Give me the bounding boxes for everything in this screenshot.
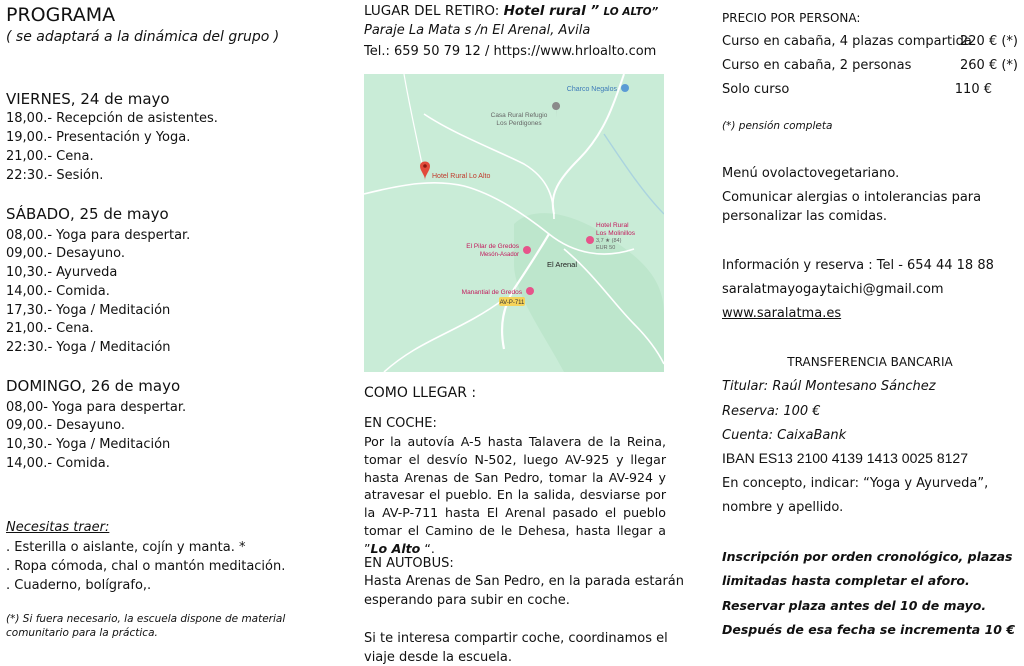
- program-title: PROGRAMA: [6, 4, 116, 26]
- signup-line2: limitadas hasta completar el aforo.: [722, 573, 970, 588]
- venue-label: LUGAR DEL RETIRO:: [364, 3, 500, 19]
- location-map[interactable]: [364, 74, 664, 372]
- restaurant-pin-icon[interactable]: [523, 246, 531, 254]
- map-label-molinillos-line3: 3,7 ★ (84): [596, 238, 622, 244]
- car-text-bold: Lo Alto: [370, 540, 421, 556]
- menu-note: Menú ovolactovegetariano.: [722, 166, 900, 181]
- schedule-item: 10,30.- Ayurveda: [6, 265, 118, 280]
- price-value: 110 €: [954, 82, 992, 97]
- price-title: PRECIO POR PERSONA:: [722, 11, 861, 25]
- bring-title: Necesitas traer:: [6, 520, 110, 535]
- hotel-molinillos-pin-icon[interactable]: [586, 236, 594, 244]
- price-value: 220 € (*): [960, 34, 1018, 49]
- road-label: AV-P-711: [499, 300, 525, 306]
- venue-address: Paraje La Mata s /n El Arenal, Avila: [364, 23, 591, 38]
- bank-account: Cuenta: CaixaBank: [722, 428, 847, 443]
- map-label-hotel-lo-alto: Hotel Rural Lo Alto: [432, 173, 491, 180]
- map-canvas: [364, 74, 664, 372]
- schedule-item: 14,00.- Comida.: [6, 456, 110, 471]
- bank-deposit: Reserva: 100 €: [722, 404, 821, 419]
- bring-item: . Cuaderno, bolígrafo,.: [6, 578, 152, 593]
- map-label-manantial: Manantial de Gredos: [461, 289, 522, 296]
- bring-item: . Esterilla o aislante, cojín y manta. *: [6, 540, 246, 555]
- venue-column: [364, 0, 684, 666]
- info-phone: Información y reserva : Tel - 654 44 18 88: [722, 258, 994, 273]
- schedule-item: 18,00.- Recepción de asistentes.: [6, 111, 218, 126]
- program-column: [6, 0, 326, 666]
- map-label-pilar-line2: Mesón-Asador: [479, 252, 519, 258]
- day-sunday: DOMINGO, 26 de mayo: [6, 377, 181, 395]
- bus-line1: Hasta Arenas de San Pedro, en la parada estarán: [364, 574, 684, 589]
- schedule-item: 19,00.- Presentación y Yoga.: [6, 130, 191, 145]
- website-link[interactable]: www.saralatma.es: [722, 306, 842, 321]
- map-label-arenal: El Arenal: [547, 260, 578, 269]
- map-label-pilar-line1: El Pilar de Gredos: [466, 243, 519, 250]
- map-label-casa-line2: Los Perdigones: [496, 120, 542, 127]
- program-subtitle: ( se adaptará a la dinámica del grupo ): [6, 29, 280, 45]
- price-label: Curso en cabaña, 4 plazas compartida: [722, 34, 972, 49]
- schedule-item: 08,00- Yoga para despertar.: [6, 400, 187, 415]
- schedule-item: 08,00.- Yoga para despertar.: [6, 228, 191, 243]
- price-row: [722, 33, 1018, 50]
- bank-title: TRANSFERENCIA BANCARIA: [787, 355, 953, 369]
- signup-line3: Reservar plaza antes del 10 de mayo.: [722, 598, 987, 613]
- day-friday: VIERNES, 24 de mayo: [6, 90, 170, 108]
- map-label-molinillos-line4: EUR 50: [596, 245, 616, 251]
- map-label-molinillos-line1: Hotel Rural: [596, 222, 629, 229]
- schedule-item: 09,00.- Desayuno.: [6, 246, 125, 261]
- share-line1: Si te interesa compartir coche, coordinamos el: [364, 631, 668, 646]
- bus-title: EN AUTOBUS:: [364, 556, 454, 571]
- bank-holder: Titular: Raúl Montesano Sánchez: [722, 379, 936, 394]
- price-row: [722, 81, 992, 98]
- car-title: EN COCHE:: [364, 416, 437, 431]
- car-directions: [364, 433, 666, 558]
- bring-item: . Ropa cómoda, chal o mantón meditación.: [6, 559, 286, 574]
- material-note-line1: (*) Si fuera necesario, la escuela dispone de material: [6, 613, 286, 625]
- bus-line2: esperando para subir en coche.: [364, 593, 570, 608]
- schedule-item: 17,30.- Yoga / Meditación: [6, 303, 171, 318]
- day-saturday: SÁBADO, 25 de mayo: [6, 205, 169, 223]
- car-text-main: Por la autovía A-5 hasta Talavera de la Reina, tomar el desvío N-502, luego AV-925 y llegar hasta Arenas de San Pedro, tomar la AV-924 y atravesar el pueblo. En la salida, desviarse por la AV-P-711 hasta El Arenal pasado el pueblo tomar el Camino de le Dehesa, hasta llegar a ”: [364, 434, 666, 556]
- pin-dot: [423, 164, 427, 168]
- schedule-item: 21,00.- Cena.: [6, 321, 94, 336]
- signup-line1: Inscripción por orden cronológico, plazas: [722, 549, 1013, 564]
- venue-name: Hotel rural ”: [503, 3, 600, 19]
- signup-line4: Después de esa fecha se incrementa 10 €: [722, 622, 1016, 637]
- venue-heading: [364, 3, 658, 21]
- map-label-casa-line1: Casa Rural Refugio: [490, 112, 548, 119]
- allergy-line2: personalizar las comidas.: [722, 209, 888, 224]
- price-label: Curso en cabaña, 2 personas: [722, 58, 912, 73]
- contact-email[interactable]: saralatmayogaytaichi@gmail.com: [722, 282, 944, 297]
- schedule-item: 22:30.- Sesión.: [6, 168, 104, 183]
- share-line2: viaje desde la escuela.: [364, 650, 512, 665]
- concept-line2: nombre y apellido.: [722, 500, 844, 515]
- water-pin-icon[interactable]: [621, 84, 629, 92]
- allergy-line1: Comunicar alergias o intolerancias para: [722, 190, 982, 205]
- pricing-column: [722, 0, 1022, 666]
- material-note-line2: comunitario para la práctica.: [6, 627, 158, 639]
- concept-line1: En concepto, indicar: “Yoga y Ayurveda”,: [722, 476, 989, 491]
- schedule-item: 22:30.- Yoga / Meditación: [6, 340, 171, 355]
- price-row: [722, 57, 1018, 74]
- price-note: (*) pensión completa: [722, 120, 833, 132]
- schedule-item: 10,30.- Yoga / Meditación: [6, 437, 171, 452]
- map-label-molinillos-line2: Los Molinillos: [596, 230, 636, 237]
- map-label-charco: Charco Negalos: [566, 86, 617, 93]
- price-value: 260 € (*): [960, 58, 1018, 73]
- car-text-end: “.: [420, 540, 435, 556]
- manantial-pin-icon[interactable]: [526, 287, 534, 295]
- venue-name-caps: LO ALTO”: [603, 6, 659, 18]
- schedule-item: 09,00.- Desayuno.: [6, 418, 125, 433]
- schedule-item: 14,00.- Comida.: [6, 284, 110, 299]
- bank-iban: IBAN ES13 2100 4139 1413 0025 8127: [722, 450, 968, 466]
- venue-contact: Tel.: 659 50 79 12 / https://www.hrloalto.com: [364, 44, 657, 59]
- directions-title: COMO LLEGAR :: [364, 385, 477, 401]
- price-label: Solo curso: [722, 82, 790, 97]
- schedule-item: 21,00.- Cena.: [6, 149, 94, 164]
